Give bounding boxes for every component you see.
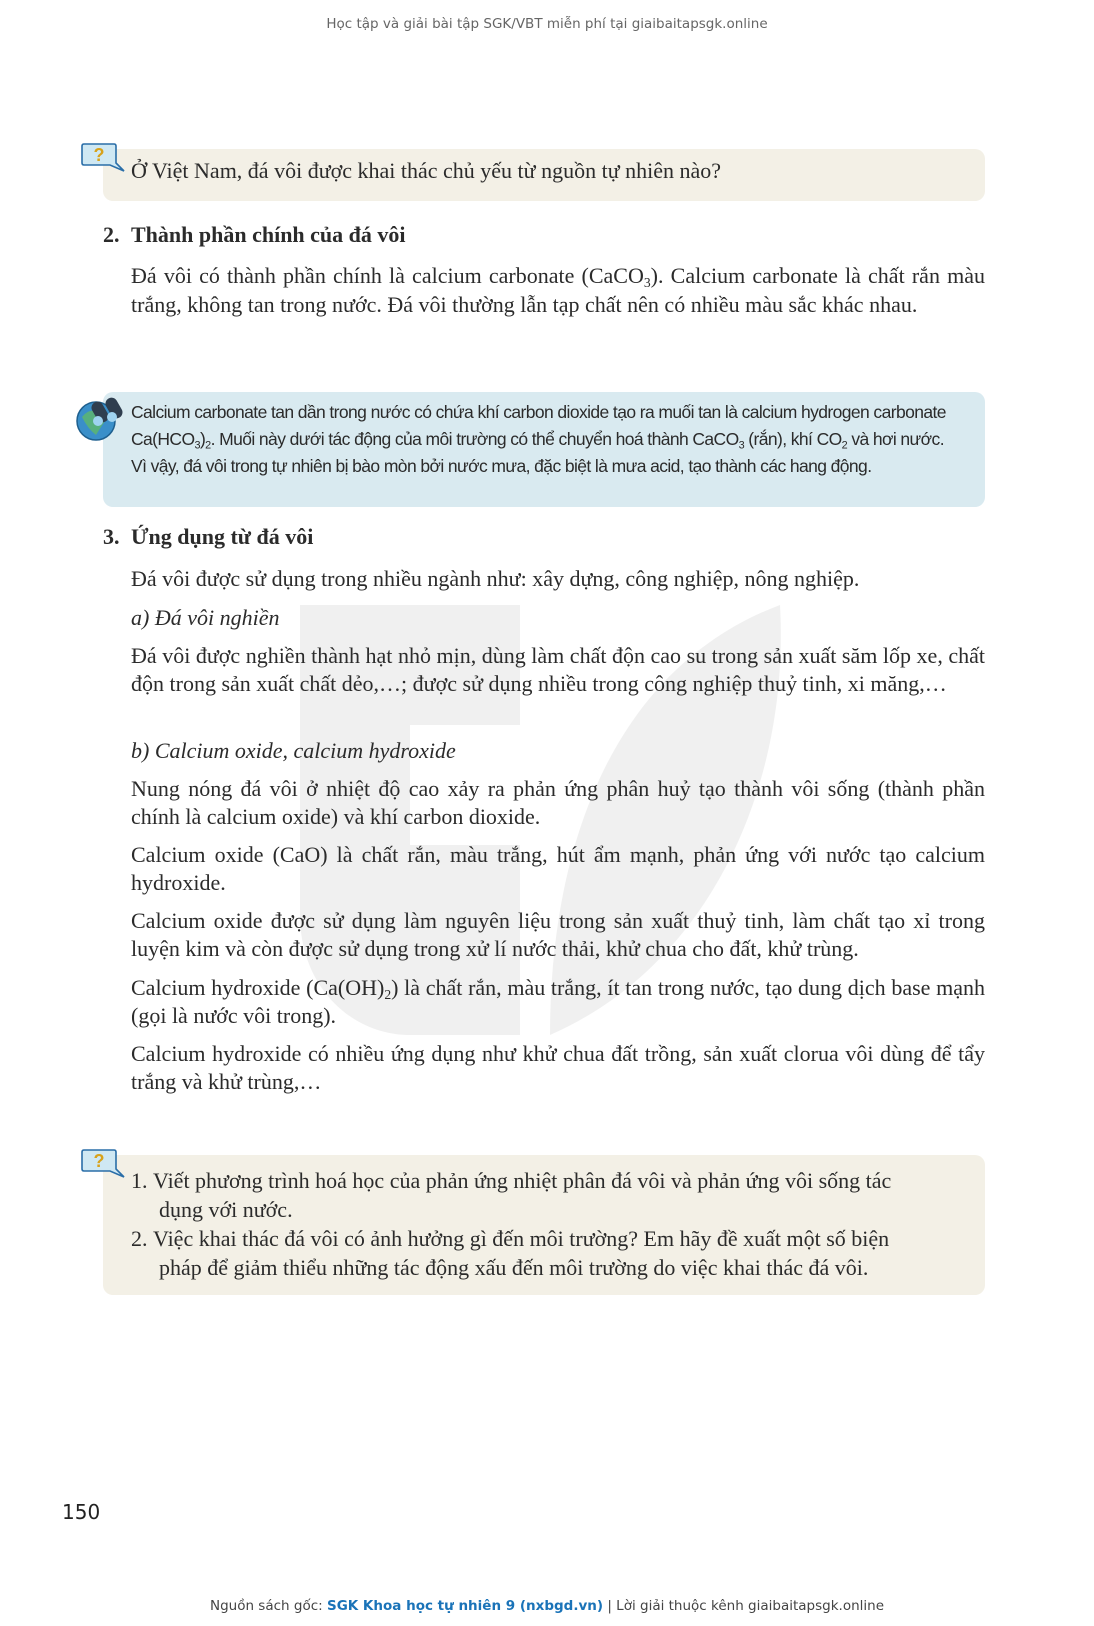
info-line-3: Vì vậy, đá vôi trong tự nhiên bị bào mòn bởi nước mưa, đặc biệt là mưa acid, tạo thành các hang động. [131,456,872,476]
info-line-1: Calcium carbonate tan dần trong nước có chứa khí carbon dioxide tạo ra muối tan là calcium hydrogen carbonate [131,402,946,422]
subsection-b-paragraph-3: Calcium oxide được sử dụng làm nguyên liệu trong sản xuất thuỷ tinh, làm chất tạo xỉ trong luyện kim và còn được sử dụng trong xử lí nước thải, khử chua cho đất, khử trùng. [131,908,985,961]
question-box-2 [103,1155,985,1295]
question-mark-icon [80,143,126,173]
subsection-b-paragraph-1: Nung nóng đá vôi ở nhiệt độ cao xảy ra phản ứng phân huỷ tạo thành vôi sống (thành phần chính là calcium oxide) và khí carbon dioxide. [131,776,985,829]
page-number: 150 [62,1500,101,1524]
section-3-title: Ứng dụng từ đá vôi [131,524,314,549]
info-box [103,392,985,507]
section-3-intro: Đá vôi được sử dụng trong nhiều ngành như: xây dựng, công nghiệp, nông nghiệp. [131,566,860,591]
site-header: Học tập và giải bài tập SGK/VBT miễn phí tại giaibaitapsgk.online [326,16,768,32]
section-2-heading [103,222,406,248]
section-2-title: Thành phần chính của đá vôi [131,222,406,247]
question-box-1 [103,149,985,201]
section-3-number: 3. [103,524,120,549]
question-2-item-2: 2. Việc khai thác đá vôi có ảnh hưởng gì đến môi trường? Em hãy đề xuất một số biện pháp để giảm thiểu những tác động xấu đến môi trường do việc khai thác đá vôi. [131,1226,890,1280]
footer: Nguồn sách gốc: SGK Khoa học tự nhiên 9 (nxbgd.vn) | Lời giải thuộc kênh giaibaitapsgk.online [209,1598,885,1614]
subsection-b-title: b) Calcium oxide, calcium hydroxide [131,738,456,763]
subsection-a-paragraph: Đá vôi được nghiền thành hạt nhỏ mịn, dùng làm chất độn cao su trong sản xuất săm lốp xe, chất độn trong sản xuất chất dẻo,…; được sử dụng nhiều trong công nghiệp thuỷ tinh, xi măng,… [131,643,985,696]
subsection-b-paragraph-2: Calcium oxide (CaO) là chất rắn, màu trắng, hút ẩm mạnh, phản ứng với nước tạo calcium hydroxide. [131,842,985,895]
question-2-item-1: 1. Viết phương trình hoá học của phản ứng nhiệt phân đá vôi và phản ứng vôi sống tác dụng với nước. [131,1168,892,1222]
section-2-number: 2. [103,222,120,247]
subsection-b-paragraph-4: Calcium hydroxide $(Ca(OH)_2)$ là chất rắn, màu trắng, ít tan trong nước, tạo dung dịch base mạnh (gọi là nước vôi trong). [131,975,985,1028]
svg-text:?: ? [93,1151,105,1171]
question-1-text: Ở Việt Nam, đá vôi được khai thác chủ yếu từ nguồn tự nhiên nào? [131,158,722,183]
info-line-2: $Ca(HCO_3)_2$. Muối này dưới tác động của môi trường có thể chuyển hoá thành CaCO$_3$ (rắn), khí $CO_2$ và hơi nước. [131,429,944,452]
binoculars-icon [74,395,130,441]
source-link[interactable]: SGK Khoa học tự nhiên 9 (nxbgd.vn) [326,1598,604,1614]
section-2-paragraph: Đá vôi có thành phần chính là calcium carbonate (CaCO$_3$). Calcium carbonate là chất rắn màu trắng, không tan trong nước. Đá vôi thường lẫn tạp chất nên có nhiều màu sắc khác nhau. [131,263,985,317]
question-mark-icon [80,1149,126,1179]
section-3-heading [103,524,313,550]
svg-text:?: ? [93,145,105,165]
subsection-a-title: a) Đá vôi nghiền [131,605,280,630]
subsection-b-paragraph-5: Calcium hydroxide có nhiều ứng dụng như khử chua đất trồng, sản xuất clorua vôi dùng để tẩy trắng và khử trùng,… [131,1041,985,1094]
